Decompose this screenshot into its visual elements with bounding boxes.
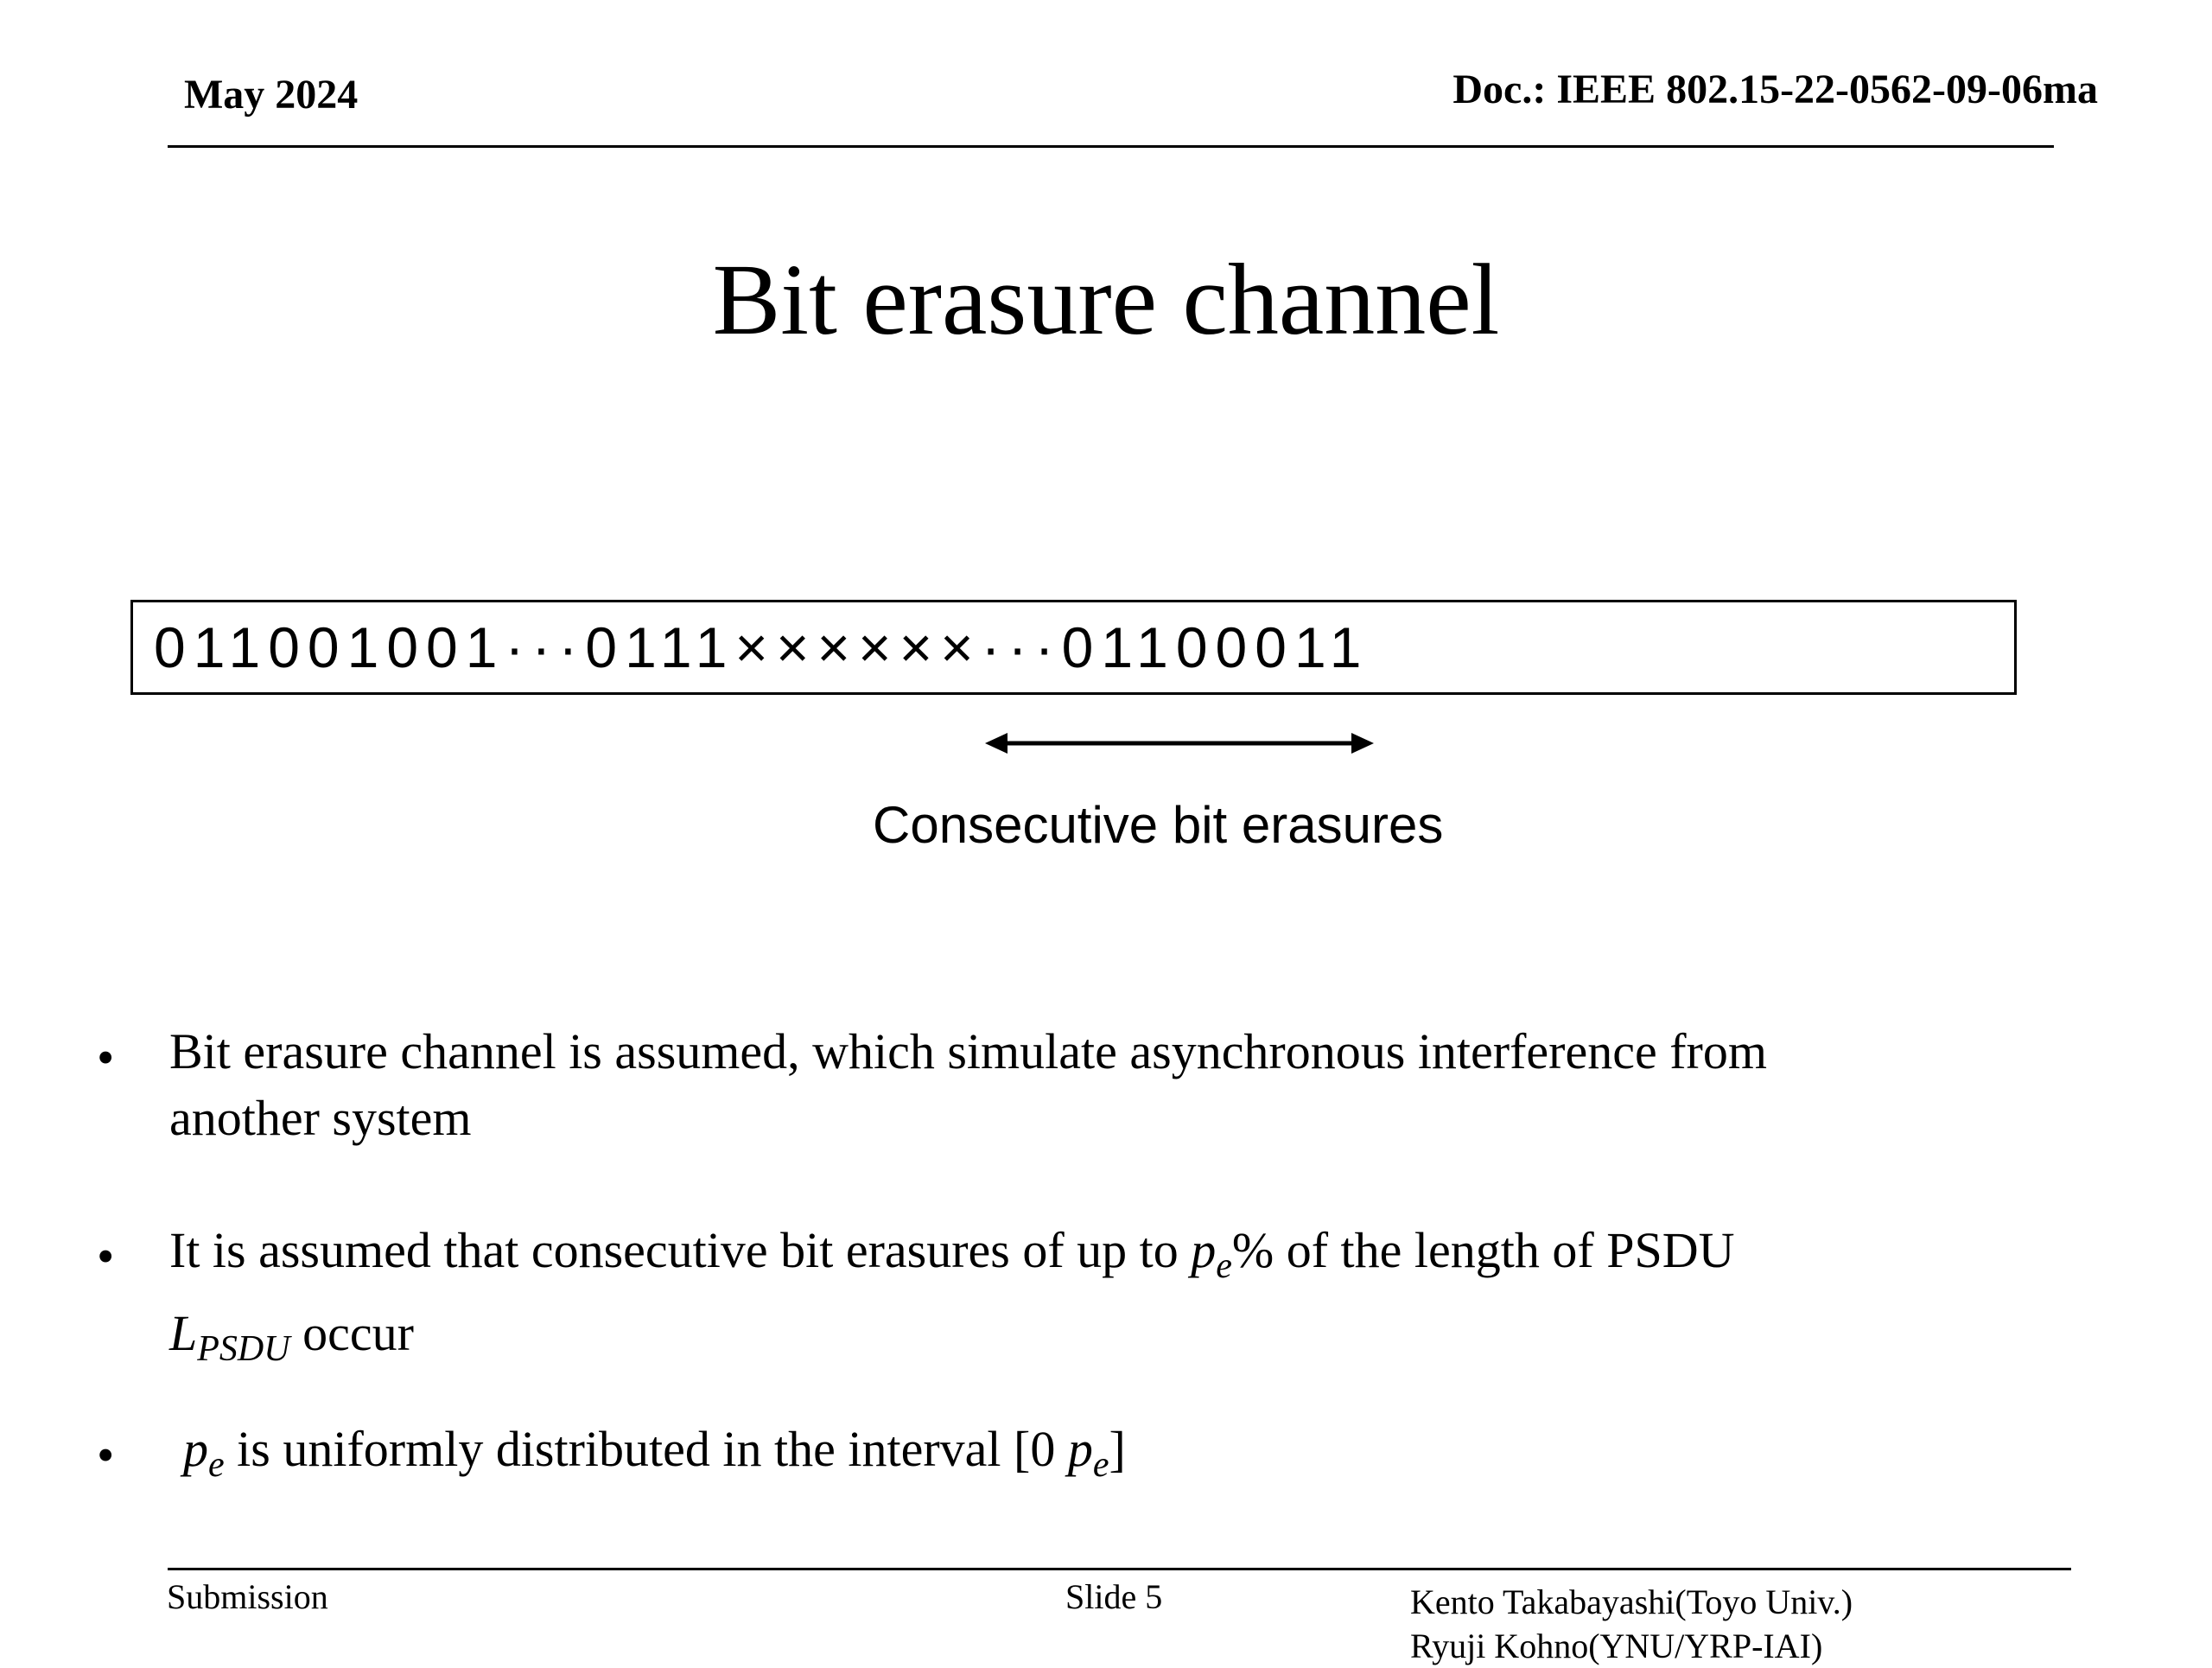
- bit-sequence: 011001001···0111××××××···01100011: [154, 615, 1370, 679]
- header-divider: [168, 145, 2054, 148]
- bullet-2-prefix: It is assumed that consecutive bit erasures of up to: [169, 1222, 1192, 1278]
- footer-author-2: Ryuji Kohno(YNU/YRP-IAI): [1410, 1627, 1823, 1665]
- math-e-subscript: e: [1216, 1246, 1232, 1286]
- bullet-item-1: [169, 1018, 2027, 1151]
- footer-authors: [1410, 1580, 1853, 1668]
- bullet-item-2: [169, 1217, 2027, 1383]
- bullet-1-line-2: another system: [169, 1090, 472, 1146]
- bullet-dot: •: [97, 1029, 115, 1085]
- bullet-2-middle: % of the length of PSDU: [1231, 1222, 1735, 1278]
- bullet-dot: •: [97, 1427, 115, 1483]
- bullet-3-suffix: ]: [1109, 1421, 1126, 1477]
- math-p-symbol: p: [1067, 1421, 1093, 1477]
- bullet-dot: •: [97, 1228, 115, 1284]
- bullet-2-suffix: occur: [289, 1305, 414, 1361]
- math-p-symbol: p: [183, 1421, 208, 1477]
- math-l-symbol: L: [169, 1305, 198, 1361]
- bullet-1-line-1: Bit erasure channel is assumed, which simulate asynchronous interference from: [169, 1023, 1767, 1079]
- bullet-item-3: [183, 1416, 2041, 1499]
- footer-divider: [168, 1568, 2071, 1570]
- math-e-subscript: e: [1092, 1445, 1109, 1485]
- footer-submission: Submission: [167, 1577, 328, 1616]
- double-arrow-icon: [985, 728, 1374, 759]
- figure-caption: Consecutive bit erasures: [873, 796, 1444, 854]
- bit-sequence-box: [130, 600, 2017, 695]
- footer-author-1: Kento Takabayashi(Toyo Univ.): [1410, 1582, 1853, 1621]
- math-psdu-subscript: PSDU: [197, 1329, 290, 1369]
- footer-slide-number: Slide 5: [1065, 1577, 1163, 1616]
- math-p-symbol: p: [1191, 1222, 1217, 1278]
- bullet-3-middle: is uniformly distributed in the interval [0: [224, 1421, 1068, 1477]
- slide-title: Bit erasure channel: [712, 243, 1500, 356]
- header-date: May 2024: [184, 72, 359, 118]
- math-e-subscript: e: [208, 1445, 225, 1485]
- header-doc-id: Doc.: IEEE 802.15-22-0562-09-06ma: [1452, 67, 2098, 112]
